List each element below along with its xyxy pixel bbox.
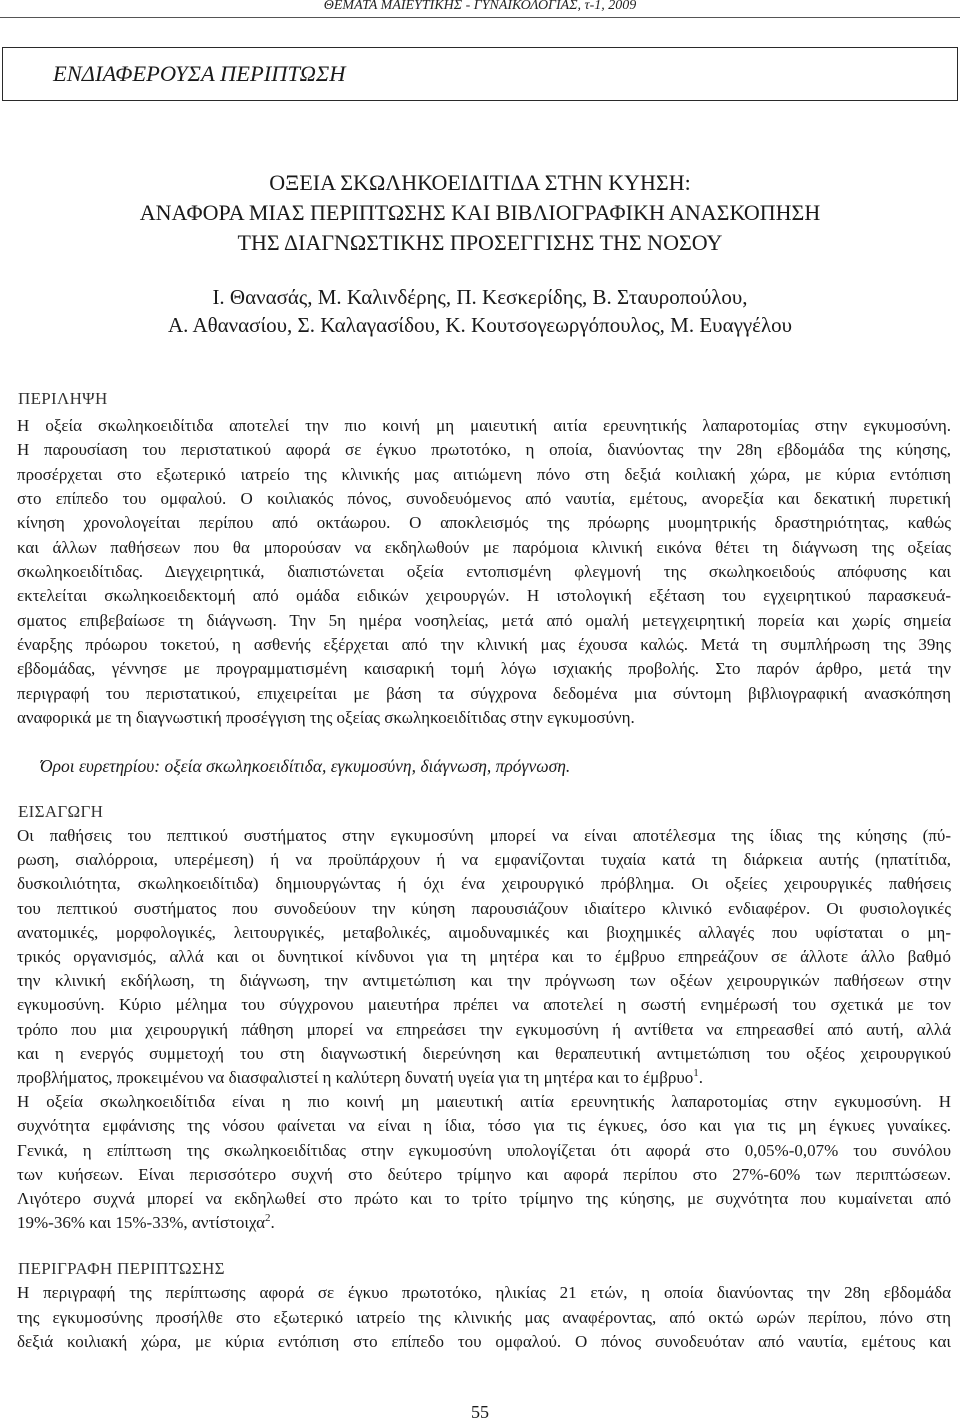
citation-superscript: 1 (693, 1067, 699, 1080)
case-description-body (17, 1281, 951, 1355)
abstract-heading: ΠΕΡΙΛΗΨΗ (18, 389, 108, 408)
article-type-label: ΕΝΔΙΑΦΕΡΟΥΣΑ ΠΕΡΙΠΤΩΣΗ (53, 61, 346, 86)
introduction-heading: ΕΙΣΑΓΩΓΗ (18, 802, 104, 821)
intro-line (17, 1211, 951, 1235)
abstract-line: έναρξης πρόωρου τοκετού, η ασθενής εξέρχεται από την κλινική μας έχουσα καλώς. Μετά τη συμπλήρωση της 39ης (17, 635, 951, 655)
citation-superscript: 2 (265, 1212, 271, 1225)
abstract-line: εβδομάδας, γέννησε με προγραμματισμένη καισαρική τομή λόγω ισχιακής προβολής. Στο παρόν άρθρο, μετά την (17, 659, 951, 679)
intro-line-text: 19%-36% και 15%-33%, αντίστοιχα (17, 1213, 266, 1233)
article-type-box (2, 47, 958, 101)
introduction-body (17, 824, 951, 1235)
intro-line (17, 1066, 951, 1090)
intro-line: δυσκοιλιότητα, σκωληκοειδίτιδα) δημιουργώντας ή όχι ένα χειρουργικό πρόβλημα. Οι οξείες χειρουργικές παθήσεις (17, 874, 951, 894)
title-line: ΟΞΕΙΑ ΣΚΩΛΗΚΟΕΙΔΙΤΙΔΑ ΣΤΗΝ ΚΥΗΣΗ: (269, 170, 691, 195)
intro-line: και η ενεργός συμμετοχή του στη διαγνωστική διερεύνηση και θεραπευτική αντιμετώπιση του οξέος χειρουργικού (17, 1043, 951, 1063)
abstract-line: Η παρουσίαση του περιστατικού αφορά σε έγκυο πρωτοτόκο, η οποία, διανύοντας την 28η εβδομάδα της κύησης, (17, 440, 951, 460)
intro-line: του πεπτικού συστήματος που συνοδεύουν την κύηση παρουσιάζουν ιδιαίτερο κλινικό ενδιαφέρον. Οι φυσιολογικές (17, 898, 951, 918)
case-line: Η περιγραφή της περίπτωσης αφορά σε έγκυο πρωτοτόκο, ηλικίας 21 ετών, η οποία διανύοντας την 28η εβδομάδα (17, 1283, 951, 1302)
abstract-line: αναφορικά με τη διαγνωστική προσέγγιση της οξείας σκωληκοειδίτιδας στην εγκυμοσύνη. (17, 708, 635, 728)
intro-line-tail: . (698, 1068, 704, 1088)
case-line: δεξιά κοιλιακή χώρα, με κύρια εντόπιση στο επίπεδο του ομφαλού. Ο πόνος συνοδευόταν από ναυτία, εμέτους και (17, 1332, 951, 1351)
intro-line: Γενικά, η επίπτωση της σκωληκοειδίτιδας στην εγκυμοσύνη υπολογίζεται ότι αφορά στο 0,05%-0,07% του συνόλου (17, 1140, 951, 1160)
header-rule (0, 17, 960, 18)
title-line: ΤΗΣ ΔΙΑΓΝΩΣΤΙΚΗΣ ΠΡΟΣΕΓΓΙΣΗΣ ΤΗΣ ΝΟΣΟΥ (237, 230, 723, 255)
intro-line: εγκυμοσύνη. Κύριο μέλημα του σύγχρονου μαιευτήρα πρέπει να αποτελεί η σωστή ενημέρωσή του σχετικά με τον (17, 995, 951, 1015)
author-list (0, 283, 960, 339)
title-line: ΑΝΑΦΟΡΑ ΜΙΑΣ ΠΕΡΙΠΤΩΣΗΣ ΚΑΙ ΒΙΒΛΙΟΓΡΑΦΙΚΗ ΑΝΑΣΚΟΠΗΣΗ (139, 200, 821, 225)
page-number: 55 (471, 1402, 489, 1422)
intro-line-text: προβλήματος, προκειμένου να διασφαλιστεί η καλύτερη δυνατή υγεία για τη μητέρα και το έμβρυο (17, 1068, 694, 1088)
abstract-line: περιγραφή του περιστατικού, επιχειρείται με βάση τα σύγχρονα δεδομένα μια σύντομη βιβλιογραφική ανασκόπηση (17, 683, 951, 703)
intro-line-tail: . (270, 1213, 275, 1233)
abstract-line: Η οξεία σκωληκοειδίτιδα αποτελεί την πιο κοινή μη μαιευτική αιτία ερευνητικής λαπαροτομίας στην εγκυμοσύνη. (17, 416, 951, 435)
author-line: Ι. Θανασάς, Μ. Καλινδέρης, Π. Κεσκερίδης, Β. Σταυροπούλου, (212, 285, 748, 309)
case-description-heading: ΠΕΡΙΓΡΑΦΗ ΠΕΡΙΠΤΩΣΗΣ (18, 1259, 225, 1278)
abstract-line: κίνηση χρονολογείται περίπου από οκτάωρου. Ο αποκλεισμός της πρόωρης μυομητρικής δραστηριότητας, καθώς (17, 513, 951, 533)
running-header: ΘΕΜΑΤΑ ΜΑΙΕΥΤΙΚΗΣ - ΓΥΝΑΙΚΟΛΟΓΙΑΣ, τ-1, 2009 (323, 0, 637, 13)
intro-line: των κυήσεων. Είναι περισσότερο συχνή στο δεύτερο τρίμηνο και αφορά περίπου στο 27%-60% των περιπτώσεων. (17, 1164, 951, 1184)
abstract-line: σματος επιβεβαίωσε τη διάγνωση. Την 5η ημέρα νοσηλείας, μετά από ομαλή μετεγχειρητική πορεία και χωρίς σημεία (17, 610, 951, 630)
abstract-line: σκωληκοειδίτιδας. Διεγχειρητικά, διαπιστώνεται οξεία εντοπισμένη φλεγμονή της σκωληκοειδούς απόφυσης και (17, 562, 951, 582)
abstract-line: προσέρχεται στο εξωτερικό ιατρείο της κλινικής μας αιτιώμενη πόνο στη δεξιά κοιλιακή χώρα, με κύρια εντόπιση (17, 464, 951, 484)
author-line: Α. Αθανασίου, Σ. Καλαγασίδου, Κ. Κουτσογεωργόπουλος, Μ. Ευαγγέλου (167, 313, 793, 337)
article-title (0, 168, 960, 258)
intro-line: Οι παθήσεις του πεπτικού συστήματος στην εγκυμοσύνη μπορεί να είναι αποτέλεσμα της ίδιας της κύησης (πύ- (17, 826, 951, 845)
abstract-line: στο επίπεδο του ομφαλού. Ο κοιλιακός πόνος, συνοδευόμενος από ναυτία, εμέτους, ανορεξία και δεκατική πυρετική (17, 489, 951, 509)
intro-line: συχνότητα εμφάνισης της νόσου φαίνεται να είναι η ίδια, τόσο για τις έγκυες, όσο και για τις μη έγκυες γυναίκες. (17, 1116, 951, 1136)
intro-line: Λιγότερο συχνά μπορεί να εκδηλωθεί στο πρώτο και το τρίτο τρίμηνο της κύησης, με συχνότητα που κυμαίνεται από (17, 1189, 951, 1209)
intro-line: τρικός οργανισμός, αλλά και οι δυνητικοί κίνδυνοι για τη μητέρα και το έμβρυο επηρεάζουν σε άλλοτε άλλο βαθμό (17, 947, 951, 967)
intro-line: ρωση, σιαλόρροια, υπερέμεση) ή να προϋπάρχουν ή να εμφανίζονται τυχαία κατά τη διάρκεια αυτής (ηπατίτιδα, (17, 850, 951, 870)
intro-line: ανατομικές, μορφολογικές, λειτουργικές, μεταβολικές, αιμοδυναμικές και βιοχημικές αλλαγές που υφίσταται ο μη- (17, 922, 951, 942)
intro-line: τρόπο που μια χειρουργική πάθηση μπορεί να επηρεάσει την εγκυμοσύνη ή αντίθετα να επηρεασθεί από αυτή, αλλά (17, 1019, 951, 1039)
keywords: Όροι ευρετηρίου: οξεία σκωληκοειδίτιδα, εγκυμοσύνη, διάγνωση, πρόγνωση. (40, 756, 571, 776)
abstract-body (17, 414, 951, 730)
abstract-line: εκτελείται σκωληκοειδεκτομή από ομάδα ειδικών χειρουργών. Η ιστολογική εξέταση του εγχειρητικού παρασκευά- (17, 586, 951, 606)
abstract-line: και άλλων παθήσεων που θα μπορούσαν να εκδηλωθούν με παρόμοια κλινική εικόνα θέτει τη διάγνωση της οξείας (17, 537, 951, 557)
intro-line: την κλινική εκδήλωση, τη διάγνωση, την αντιμετώπιση και την πρόγνωση των οξέων χειρουργικών παθήσεων στην (17, 971, 951, 991)
intro-line: Η οξεία σκωληκοειδίτιδα είναι η πιο κοινή μη μαιευτική αιτία ερευνητικής λαπαροτομίας στην εγκυμοσύνη. Η (17, 1092, 951, 1112)
case-line: της εγκυμοσύνης προσήλθε στο εξωτερικό ιατρείο της κλινικής μας αναφέροντας, από οκτώ ωρών περίπου, πόνο στη (17, 1307, 951, 1327)
